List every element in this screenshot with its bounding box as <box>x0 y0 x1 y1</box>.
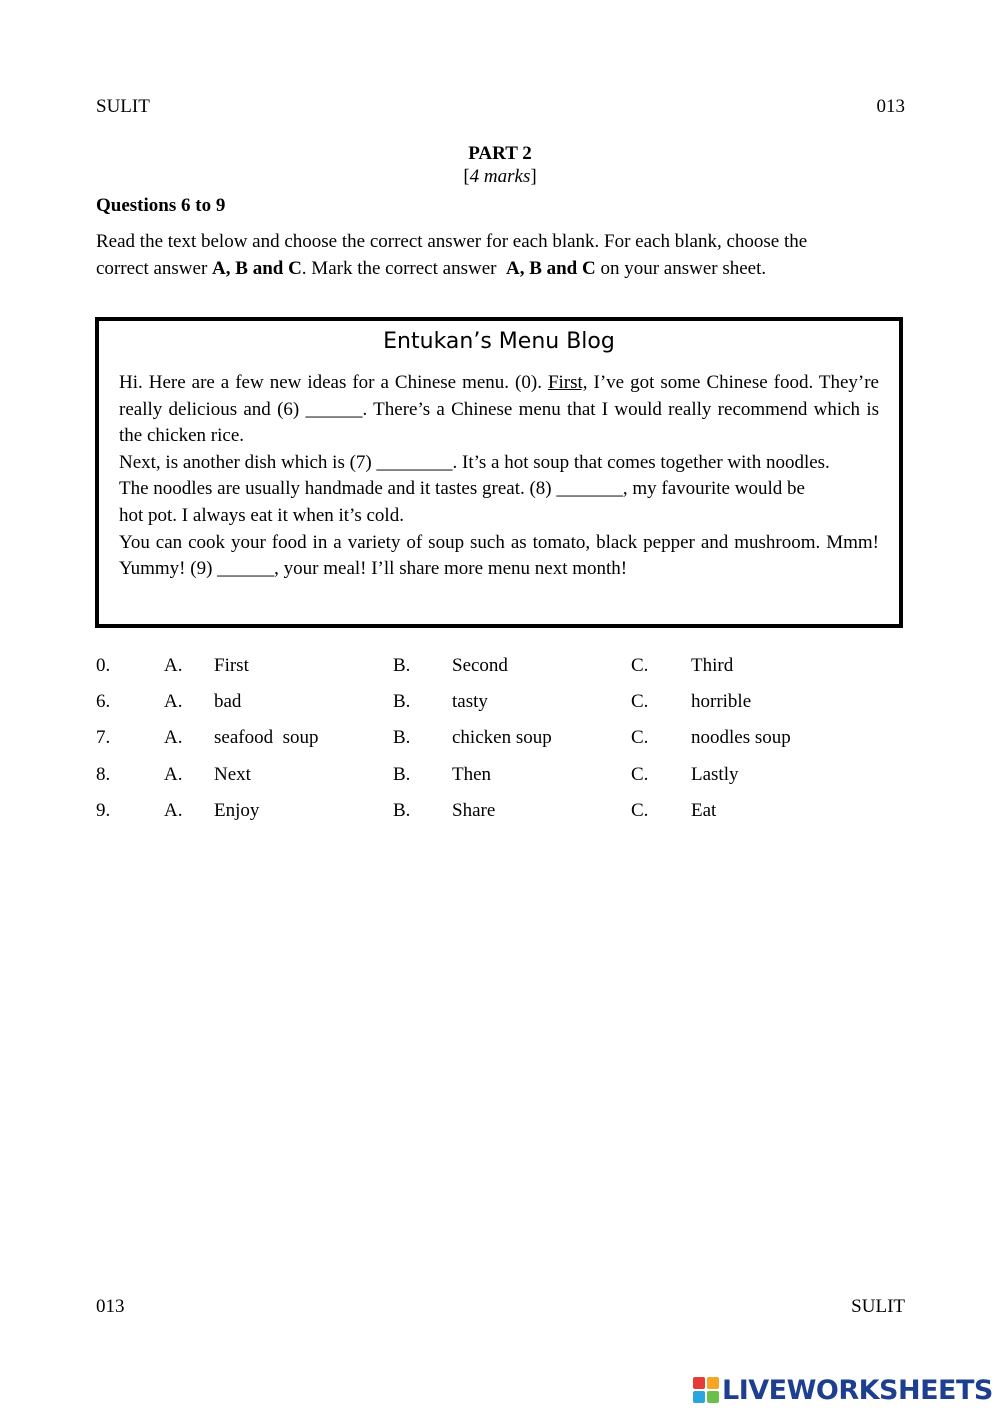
header-right: 013 <box>876 96 905 117</box>
question-number: 0. <box>96 655 111 676</box>
option-b[interactable]: Share <box>452 799 496 821</box>
option-b[interactable]: tasty <box>452 691 488 713</box>
option-c[interactable]: Third <box>691 655 734 676</box>
example-answer: First, <box>547 372 588 393</box>
option-c[interactable]: Lastly <box>691 763 739 785</box>
question-number: 7. <box>96 727 111 749</box>
header-left: SULIT <box>96 96 150 117</box>
option-letter-b: B. <box>393 691 411 713</box>
instructions <box>96 228 916 282</box>
option-row-6 <box>96 688 896 724</box>
option-letter-a: A. <box>164 655 183 676</box>
liveworksheets-wordmark: LIVEWORKSHEETS <box>722 1374 993 1406</box>
option-c[interactable]: Eat <box>691 799 717 821</box>
option-row-7 <box>96 724 896 760</box>
option-letter-a: A. <box>164 727 183 749</box>
part-marks: [4 marks] <box>463 166 537 187</box>
option-b[interactable]: chicken soup <box>452 727 552 749</box>
blog-box <box>95 317 903 628</box>
option-letter-c: C. <box>631 727 649 749</box>
marks-text: 4 marks <box>469 166 531 187</box>
blog-text <box>119 370 879 583</box>
option-row-0 <box>96 652 896 688</box>
option-b[interactable]: Second <box>452 655 508 676</box>
option-b[interactable]: Then <box>452 763 492 785</box>
option-letter-b: B. <box>393 727 411 749</box>
questions-heading: Questions 6 to 9 <box>96 195 226 216</box>
option-letter-c: C. <box>631 691 649 713</box>
liveworksheets-icon <box>693 1377 719 1403</box>
option-letter-a: A. <box>164 763 183 785</box>
footer-right: SULIT <box>851 1296 905 1317</box>
option-letter-b: B. <box>393 763 411 785</box>
option-row-8 <box>96 761 896 797</box>
option-a[interactable]: First <box>214 655 249 676</box>
footer-left: 013 <box>96 1296 125 1317</box>
options-list <box>96 652 896 833</box>
option-letter-c: C. <box>631 655 649 676</box>
option-letter-a: A. <box>164 799 183 821</box>
option-letter-a: A. <box>164 691 183 713</box>
question-number: 9. <box>96 799 111 821</box>
blog-paragraph-4: You can cook your food in a variety of soup such as tomato, black pepper and mushroom. Mmm! Yummy! (9) ______, your meal! I’ll share more menu next month! <box>119 531 879 580</box>
blog-paragraph-3b: hot pot. I always eat it when it’s cold. <box>119 504 404 526</box>
instructions-line-2: correct answer A, B and C. Mark the correct answer A, B and C on your answer sheet. <box>96 258 767 279</box>
blog-paragraph-2: Next, is another dish which is (7) ________. It’s a hot soup that comes together with noodles. <box>119 451 830 473</box>
option-a[interactable]: Next <box>214 763 251 785</box>
option-c[interactable]: noodles soup <box>691 727 791 749</box>
option-a[interactable]: seafood soup <box>214 727 319 749</box>
option-c[interactable]: horrible <box>691 691 752 713</box>
blog-title: Entukan’s Menu Blog <box>383 329 615 354</box>
option-letter-b: B. <box>393 655 411 676</box>
liveworksheets-logo <box>693 1374 993 1406</box>
blog-paragraph-3a: The noodles are usually handmade and it tastes great. (8) _______, my favourite would be <box>119 478 805 500</box>
option-a[interactable]: bad <box>214 691 242 713</box>
option-a[interactable]: Enjoy <box>214 799 260 821</box>
blog-paragraph-1: Hi. Here are a few new ideas for a Chinese menu. (0). First, I’ve got some Chinese food. They’re really delicious and (6) ______. There’s a Chinese menu that I would really recommend which is the chicken rice. <box>119 372 879 447</box>
option-letter-b: B. <box>393 799 411 821</box>
option-letter-c: C. <box>631 763 649 785</box>
part-title: PART 2 <box>468 143 532 164</box>
option-letter-c: C. <box>631 799 649 821</box>
instructions-line-1: Read the text below and choose the correct answer for each blank. For each blank, choose the <box>96 231 808 252</box>
question-number: 6. <box>96 691 111 713</box>
question-number: 8. <box>96 763 111 785</box>
option-row-9 <box>96 797 896 833</box>
